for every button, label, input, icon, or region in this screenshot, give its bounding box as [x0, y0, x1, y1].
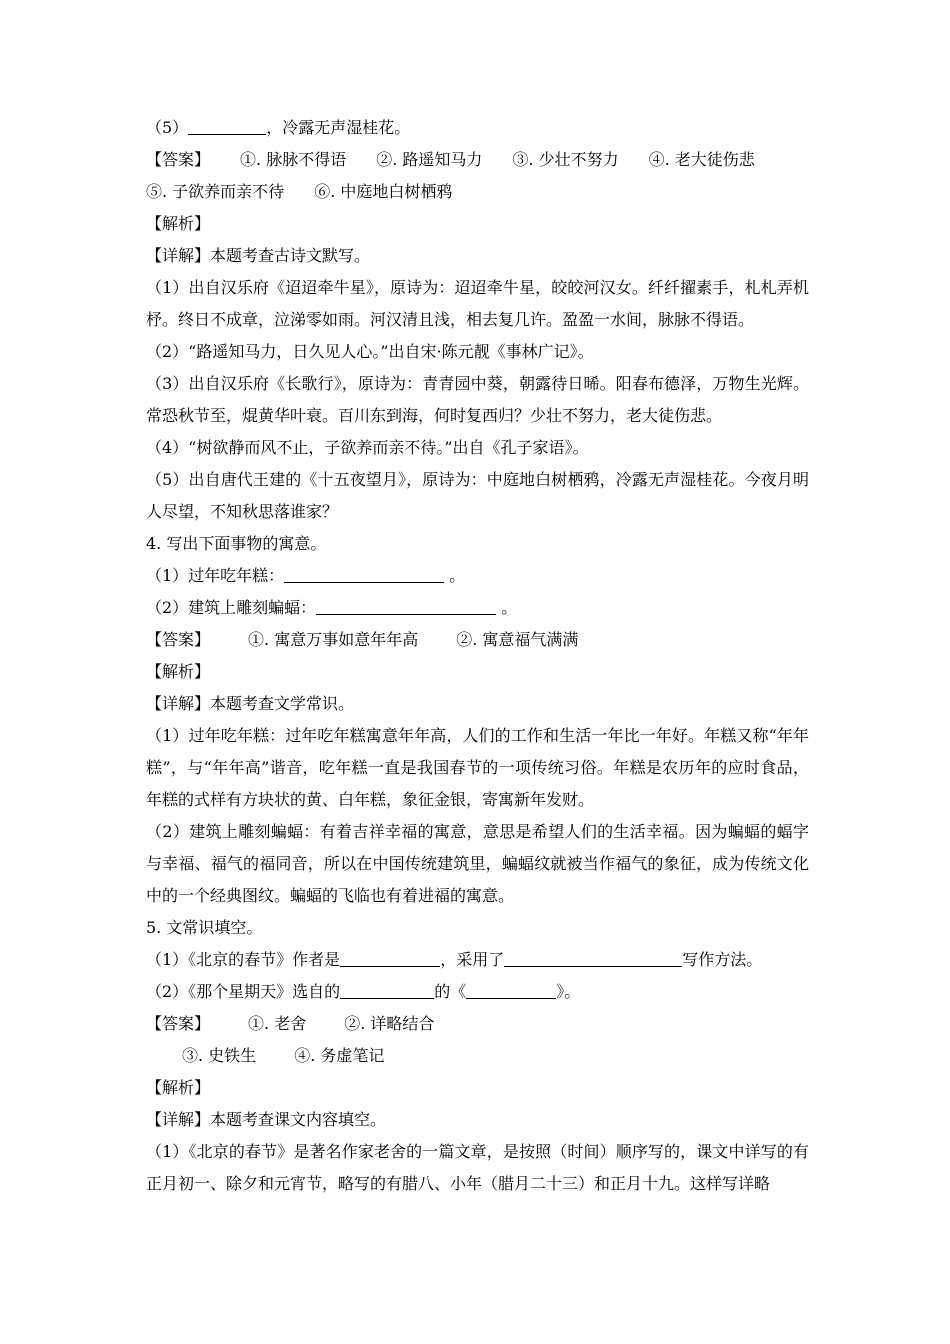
answer-label: 【答案】 [146, 1014, 211, 1033]
answer-label: 【答案】 [146, 630, 211, 649]
answer-item: ④. 老大徒伤悲 [648, 150, 755, 169]
analysis-label: 【解析】 [146, 214, 211, 233]
detail-line: 【详解】本题考查文学常识。 [146, 694, 355, 713]
answer-item: ②. 寓意福气满满 [456, 630, 579, 649]
fill-blank[interactable] [466, 980, 556, 999]
explanation-paragraph: （1）过年吃年糕：过年吃年糕寓意年年高，人们的工作和生活一年比一年好。年糕又称“年年糕”，与“年年高”谐音，吃年糕一直是我国春节的一项传统习俗。年糕是农历年的应时食品，年糕的式样有方块状的黄、白年糕，象征金银，寄寓新年发财。 [146, 726, 809, 809]
explanation-paragraph: （2）建筑上雕刻蝙蝠：有着吉祥幸福的寓意，意思是希望人们的生活幸福。因为蝙蝠的蝠字与幸福、福气的福同音，所以在中国传统建筑里，蝙蝠纹就被当作福气的象征，成为传统文化中的一个经典图纹。蝙蝠的飞临也有着进福的寓意。 [146, 822, 809, 905]
fill-blank[interactable] [188, 116, 266, 135]
explanation-paragraph: （5）出自唐代王建的《十五夜望月》，原诗为：中庭地白树栖鸦，冷露无声湿桂花。今夜月明人尽望，不知秋思落谁家？ [146, 470, 809, 521]
detail-label: 【详解】 [146, 694, 211, 713]
answer-item: ②. 详略结合 [344, 1014, 435, 1033]
explanation-paragraph: （3）出自汉乐府《长歌行》，原诗为：青青园中葵，朝露待日晞。阳春布德泽，万物生光辉。常恐秋节至，焜黄华叶衰。百川东到海，何时复西归？少壮不努力，老大徒伤悲。 [146, 374, 809, 425]
answer-item: ④. 务虚笔记 [294, 1046, 385, 1065]
explanation-paragraph: （2）“路遥知马力，日久见人心。”出自宋·陈元靓《事林广记》。 [146, 342, 594, 361]
analysis-label: 【解析】 [146, 1078, 211, 1097]
fill-blank[interactable] [284, 564, 444, 583]
q4-item1: （1）过年吃年糕： 。 [146, 566, 466, 585]
detail-label: 【详解】 [146, 1110, 211, 1129]
q3-answer-line-2 [146, 176, 809, 208]
analysis-label: 【解析】 [146, 662, 211, 681]
answer-item: ③. 史铁生 [182, 1046, 257, 1065]
q5-title: 5. 文常识填空。 [146, 918, 263, 937]
fill-blank[interactable] [504, 948, 682, 967]
q5-answer-line-2 [146, 1040, 809, 1072]
answer-item: ⑥. 中庭地白树栖鸦 [314, 182, 453, 201]
q5-item1: （1）《北京的春节》作者是 ，采用了 写作方法。 [146, 950, 763, 969]
explanation-paragraph: （1）《北京的春节》是著名作家老舍的一篇文章，是按照（时间）顺序写的，课文中详写的有正月初一、除夕和元宵节，略写的有腊八、小年（腊月二十三）和正月十九。这样写详略 [146, 1142, 809, 1193]
detail-label: 【详解】 [146, 246, 211, 265]
answer-item: ②. 路遥知马力 [376, 150, 483, 169]
q5-answer-line-1 [146, 1008, 809, 1040]
answer-item: ①. 脉脉不得语 [240, 150, 347, 169]
q4-title: 4. 写出下面事物的寓意。 [146, 534, 327, 553]
q5-item2: （2）《那个星期天》选自的 的《 》。 [146, 982, 581, 1001]
explanation-paragraph: （4）“树欲静而风不止，子欲养而亲不待。”出自《孔子家语》。 [146, 438, 589, 457]
answer-item: ⑤. 子欲养而亲不待 [146, 182, 285, 201]
fill-blank[interactable] [316, 596, 496, 615]
explanation-paragraph: （1）出自汉乐府《迢迢牵牛星》，原诗为：迢迢牵牛星，皎皎河汉女。纤纤擢素手，札札弄机杼。终日不成章，泣涕零如雨。河汉清且浅，相去复几许。盈盈一水间，脉脉不得语。 [146, 278, 809, 329]
detail-line: 【详解】本题考查古诗文默写。 [146, 246, 371, 265]
q4-item2: （2）建筑上雕刻蝙蝠： 。 [146, 598, 518, 617]
q3-item5: （5） ，冷露无声湿桂花。 [146, 118, 411, 137]
answer-item: ①. 老舍 [248, 1014, 307, 1033]
answer-item: ①. 寓意万事如意年年高 [248, 630, 419, 649]
detail-line: 【详解】本题考查课文内容填空。 [146, 1110, 387, 1129]
document-page [146, 112, 809, 1200]
q3-answer-line-1 [146, 144, 809, 176]
fill-blank[interactable] [340, 980, 434, 999]
q4-answer-line [146, 624, 809, 656]
answer-item: ③. 少壮不努力 [512, 150, 619, 169]
fill-blank[interactable] [340, 948, 440, 967]
answer-label: 【答案】 [146, 150, 211, 169]
